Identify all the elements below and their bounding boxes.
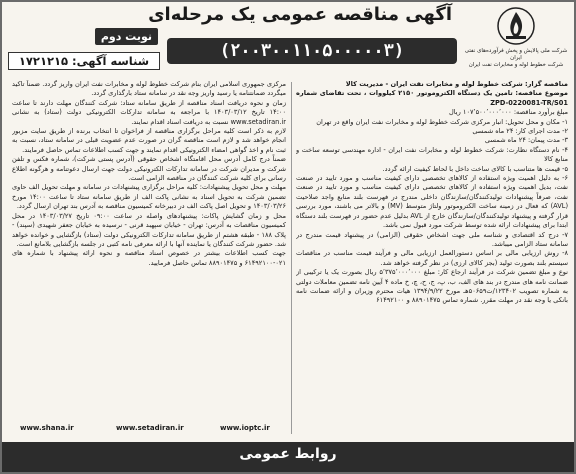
paragraph: ۶- به دلیل اهمیت ویژه استفاده از کالاهای تخصصی دارای کیفیت مناسب و مورد تایید در صنعت نفت، بدیل اهمیت ویژه استفاده از کالاهای تخصصی دارای کیفیت مناسب و مورد تایید در صنعت نفت، صرفاً پیشنهادات تولیدکنندگان/سازندگان داخلی مندرج در فهرست بلند منابع واجد صلاحیت (AVL) که فعال در زمینه ساخت الکتروموتور ولتاژ متوسط (MV) و بالاتر می باشند، مورد بررسی قرار گرفته و پیشنهاد تولیدکنندگان/سازندگان خارج از AVL بدلیل عدم حضور در فهرست بلند دستگاه ابتدا برای پیشنهادات ارائه شده توسط شرکت مورد قبول نمی باشد. xyxy=(296,174,568,230)
company-name-line1: شرکت ملی پالایش و پخش فرآورده‌های نفتی ایران xyxy=(464,48,568,61)
company-logo xyxy=(464,6,568,72)
paragraph: مهلت و محل تحویل پیشنهادات: کلیه مراحل برگزاری پیشنهادات در سامانه و مهلت تحویل الف حاوی تضمین شرکت به تحویل اسناد به نشانی پاکت الف از طریق سامانه ستاد تا ساعت ۱۴:۰۰ مورخ ۱۴۰۳/۰۳/۲۶ و تحویل اصل پاکت الف در دبیرخانه کمیسیون مناقصه به آدرس بند تهران ارسال گردد. xyxy=(12,183,286,211)
page-title: آگهی مناقصه عمومی یک مرحله‌ای xyxy=(148,4,452,25)
round-label: نوبت دوم xyxy=(95,28,158,45)
paragraph: مرکزی جمهوری اسلامی ایران بنام شرکت خطوط لوله و مخابرات نفت ایران واریز گردد. ضمناً تاکید میگردد ضمانتنامه یا رسید واریز وجه نقد در سامانه ستاد بارگذاری گردد. xyxy=(12,80,286,98)
ad-header xyxy=(2,2,574,70)
website-link-ioptc[interactable]: www.ioptc.ir xyxy=(220,424,270,432)
paragraph: ۷- درج کد اقتصادی و شناسه ملی جهت اشخاص حقوقی (الزامی) در پیشنهاد قیمت مندرج در سامانه ستاد الزامی میباشد. xyxy=(296,230,568,248)
paragraph: زمان و نحوه دریافت اسناد مناقصه از طریق سامانه ستاد: شرکت کنندگان مهلت دارند تا ساعت ۱۴:۰۰ تاریخ ۱۴۰۳/۰۳/۱۲ با مراجعه به سامانه تدارکات الکترونیکی دولت (ستاد) به نشانی www.setadiran.ir نسبت به دریافت اسناد اقدام نمایند. xyxy=(12,98,286,126)
tender-number-badge: (۲۰۰۳۰۰۱۱۰۵۰۰۰۰۰۳) xyxy=(167,38,457,64)
paragraph: نوع و مبلغ تضمین شرکت در فرآیند ارجاع کار: مبلغ ۵٬۳۷۵٬۰۰۰٬۰۰۰ ریال بصورت یک یا ترکیبی از ضمانت نامه های مندرج در بند های الف، ب، پ، ج، ح، چ، خ ماده ۴ آیین نامه تضمین معاملات دولتی به شماره تصویب ۱۲۳۴۰۲/ت۵۰۶۵۹هـ مورخ ۱۳۹۴/۹/۲۲ هیات محترم وزیران و ارائه ضمانت نامه بانکی یا وجه نقد در مهلت مقرر. شماره تماس ۸۸۹۰۱۴۷۵ و ۶۱۴۹۲۱۰۰ xyxy=(296,268,568,305)
website-link-shana[interactable]: www.shana.ir xyxy=(20,424,74,432)
paragraph: ۱- مکان و محل تحویل: انبار مرکزی شرکت خطوط لوله و مخابرات نفت ایران واقع در تهران xyxy=(316,117,568,126)
paragraph: جهت کسب اطلاعات بیشتر در خصوص اسناد مناقصه و نحوه ارائه پیشنهاد با شماره های ۰۲۱-۶۱۴۹۲۱۰۰ و ۸۸۹۰۱۴۷۵ تماس حاصل فرمایید. xyxy=(12,249,286,267)
footer-title: روابط عمومی xyxy=(239,446,337,462)
company-name-line2: شرکت خطوط لوله و مخابرات نفت ایران xyxy=(468,62,564,68)
paragraph: ۸- روش ارزیابی مالی بر اساس دستورالعمل ارزیابی مالی و فرآیند قیمت مناسب در مناقصات سیستم بلند بصورت تولید (بجز کالای ارزی) در نظر گرفته خواهد شد. xyxy=(296,249,568,267)
paragraph: لازم به ذکر است کلیه مراحل برگزاری مناقصه از فراخوان تا انتخاب برنده از طریق سایت مزبور انجام خواهد شد و لازم است مناقصه گران در صورت عدم عضویت قبلی در سامانه ستاد، نسبت به ثبت نام و اخذ گواهی امضاء الکترونیکی اقدام نمایند و جهت کسب اطلاعات تماس حاصل فرمایند. xyxy=(12,127,286,154)
paragraph: محل و زمان گشایش پاکات: پیشنهادهای واصله در ساعت ۰۹:۰۰ تاریخ ۱۴۰۳/۰۳/۲۷ در محل کمیسیون مناقصات به آدرس: تهران - خیابان سپهبد قرنی - نرسیده به خیابان جعفر شهیدی (سپند) - پلاک ۱۸۸ - طبقه هشتم از طریق سامانه تدارکات الکترونیکی دولت (ستاد) بازگشایی و خوانده خواهد شد. حضور شرکت کنندگان یا نماینده آنها با ارائه معرفی نامه کتبی در جلسه بازگشایی بلامانع است. xyxy=(12,211,286,248)
footer-websites xyxy=(12,424,568,438)
right-column-text xyxy=(296,80,568,438)
paragraph: مناقصه گزار: شرکت خطوط لوله و مخابرات نفت ایران - مدیریت کالا xyxy=(345,80,568,88)
nioc-flame-logo-icon xyxy=(496,6,536,46)
paragraph: ۴- نام دستگاه نظارت: شرکت خطوط لوله و مخابرات نفت ایران - اداره مهندسی توسعه ساخت و منابع کالا xyxy=(296,145,568,164)
paragraph: مبلغ برآورد مناقصه: ۱۰۷٬۵۰۰٬۰۰۰٬۰۰۰ ریال xyxy=(449,108,568,117)
paragraph: ضمناً درج کامل آدرس محل اقامتگاه اشخاص حقوقی (آدرس پستی شرکت)، شماره فکس و تلفن شرکت و مدیران شرکت در سامانه تدارکات الکترونیکی دولت جهت ارسال دعوتنامه و هرگونه اطلاع رسانی برای کلیه شرکت کنندگان در مناقصه الزامی است. xyxy=(12,155,286,183)
company-name xyxy=(464,48,568,69)
round-info xyxy=(8,22,158,68)
left-column-text xyxy=(12,80,286,438)
ad-id: شناسه آگهی: ۱۷۲۱۲۱۵ xyxy=(8,52,160,70)
column-divider xyxy=(291,82,292,434)
paragraph: ۵- قیمت ها متناسب با کالای ساخت داخل با لحاظ کیفیت ارائه گردد. xyxy=(382,164,568,173)
website-link-setadiran[interactable]: www.setadiran.ir xyxy=(116,424,184,432)
paragraph: موضوع مناقصه: تامین یک دستگاه الکتروموتور ۲۱۵۰ کیلووات ، تحت تقاضای شماره ZPD-0220081-TR/S01 xyxy=(296,89,568,107)
paragraph: ۳- مدت پیمان: ۲۴ ماه شمسی xyxy=(484,136,568,145)
paragraph: ۲- مدت اجرای کار: ۲۴ ماه شمسی xyxy=(472,127,568,136)
